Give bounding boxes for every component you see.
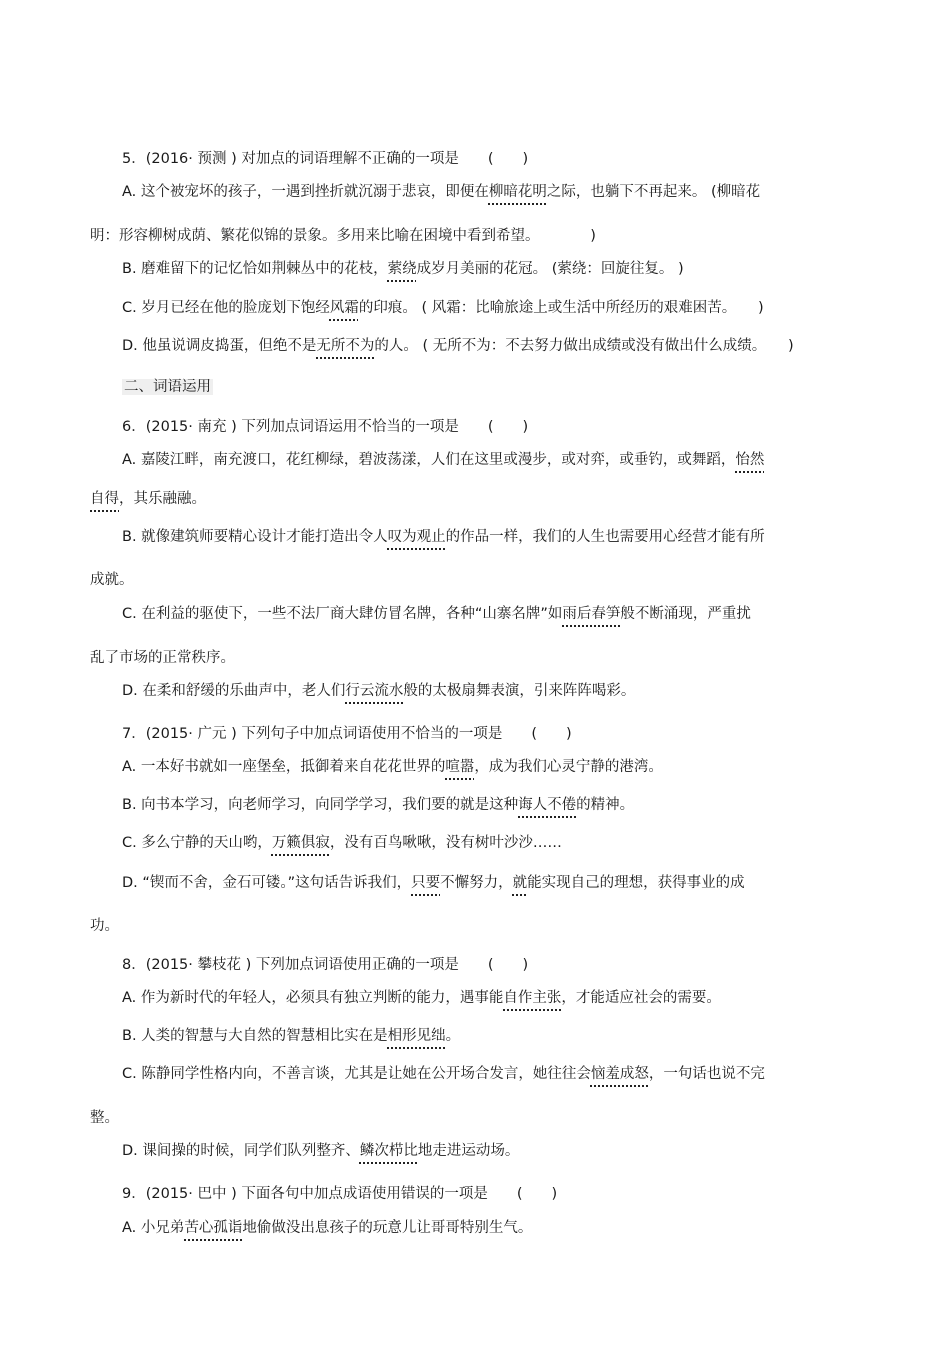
emphasized-term: 柳暗花明 (488, 184, 547, 200)
emphasized-term: 萦绕 (387, 261, 417, 277)
option-text: A. 这个被宠坏的孩子，一遇到挫折就沉溺于悲哀，即便在 (122, 184, 489, 200)
option-line (122, 527, 765, 547)
option-text: 地走进运动场。 (417, 1143, 520, 1159)
option-text: A. 作为新时代的年轻人，必须具有独立判断的能力，遇事能 (122, 990, 504, 1006)
option-line (122, 1064, 765, 1084)
option-text: C. 多么宁静的天山哟， (122, 835, 272, 851)
option-text: 不懈努力， (440, 875, 513, 891)
option-text: 的作品一样，我们的人生也需要用心经营才能有所 (445, 529, 765, 545)
option-line (122, 873, 745, 893)
option-line (122, 988, 721, 1008)
emphasized-term: 风霜 (329, 300, 359, 316)
emphasized-term: 雨后春笋 (562, 606, 621, 622)
option-text: ，才能适应社会的需要。 (561, 990, 721, 1006)
question-stem: 5．(2016· 预测 ) 对加点的词语理解不正确的一项是 ( ) (122, 151, 529, 167)
option-text: B. 向书本学习，向老师学习，向同学学习，我们要的就是这种 (122, 797, 519, 813)
option-line (122, 1026, 460, 1046)
option-line (122, 1218, 532, 1238)
option-line (122, 604, 751, 624)
option-line (122, 259, 684, 279)
emphasized-term: 只要 (411, 875, 441, 891)
option-text: ，成为我们心灵宁静的港湾。 (474, 759, 663, 775)
option-text: 的印痕。 ( 风霜：比喻旅途上或生活中所经历的艰难困苦。 ) (358, 300, 764, 316)
option-text: 般不断涌现，严重扰 (620, 606, 751, 622)
option-text: C. 在利益的驱使下，一些不法厂商大肆仿冒名牌，各种“山寨名牌”如 (122, 606, 563, 622)
option-text: D. 课间操的时候，同学们队列整齐、 (122, 1143, 360, 1159)
emphasized-term: 自得 (90, 491, 119, 507)
emphasized-term: 鳞次栉比 (359, 1143, 418, 1159)
emphasized-term: 行云流水 (345, 683, 404, 699)
emphasized-term: 就 (512, 875, 528, 891)
option-text: ，一句话也说不完 (648, 1066, 765, 1082)
option-text: 乱了市场的正常秩序。 (90, 650, 235, 666)
option-text: C. 岁月已经在他的脸庞划下饱经 (122, 300, 330, 316)
emphasized-term: 自作主张 (503, 990, 562, 1006)
option-line (122, 182, 760, 202)
option-text: 。 (445, 1028, 461, 1044)
option-text: A. 小兄弟 (122, 1220, 185, 1236)
option-text: 成就。 (90, 572, 134, 588)
option-text: ，没有百鸟啾啾，没有树叶沙沙…… (329, 835, 562, 851)
emphasized-term: 叹为观止 (387, 529, 446, 545)
emphasized-term: 恼羞成怒 (590, 1066, 649, 1082)
emphasized-term: 喧嚣 (445, 759, 475, 775)
question-stem: 9．(2015· 巴中 ) 下面各句中加点成语使用错误的一项是 ( ) (122, 1186, 558, 1202)
option-text: A. 一本好书就如一座堡垒，抵御着来自花花世界的 (122, 759, 446, 775)
option-text: 成岁月美丽的花冠。 (萦绕：回旋往复。 ) (416, 261, 684, 277)
emphasized-term: 怡然 (735, 452, 765, 468)
option-text: 能实现自己的理想，获得事业的成 (527, 875, 745, 891)
option-text: 般的太极扇舞表演，引来阵阵喝彩。 (403, 683, 636, 699)
emphasized-term: 诲人不倦 (518, 797, 577, 813)
emphasized-term: 无所不为 (316, 338, 375, 354)
option-text: A. 嘉陵江畔，南充渡口，花红柳绿，碧波荡漾，人们在这里或漫步，或对弈，或垂钓，或舞蹈， (122, 452, 736, 468)
option-line (122, 1141, 519, 1161)
option-text: 整。 (90, 1110, 119, 1126)
option-text: D. 他虽说调皮捣蛋，但绝不是 (122, 338, 317, 354)
question-stem: 7．(2015· 广元 ) 下列句子中加点词语使用不恰当的一项是 ( ) (122, 726, 572, 742)
option-line (122, 757, 663, 777)
emphasized-term: 苦心孤诣 (184, 1220, 243, 1236)
option-line (122, 450, 764, 470)
option-text: 的人。 ( 无所不为：不去努力做出成绩或没有做出什么成绩。 ) (374, 338, 794, 354)
question-stem: 8．(2015· 攀枝花 ) 下列加点词语使用正确的一项是 ( ) (122, 957, 529, 973)
option-continuation (90, 226, 596, 246)
option-continuation (90, 916, 119, 936)
option-text: 的精神。 (576, 797, 635, 813)
emphasized-term: 万籁俱寂 (271, 835, 330, 851)
emphasized-term: 相形见绌 (387, 1028, 446, 1044)
question-stem: 6．(2015· 南充 ) 下列加点词语运用不恰当的一项是 ( ) (122, 419, 529, 435)
option-text: 之际，也躺下不再起来。 (柳暗花 (546, 184, 761, 200)
option-text: C. 陈静同学性格内向，不善言谈，尤其是让她在公开场合发言，她往往会 (122, 1066, 591, 1082)
option-continuation (90, 570, 134, 590)
option-text: B. 磨难留下的记忆恰如荆棘丛中的花枝， (122, 261, 388, 277)
option-line (122, 795, 634, 815)
option-text: ，其乐融融。 (119, 491, 206, 507)
option-text: 明：形容柳树成荫、繁花似锦的景象。多用来比喻在困境中看到希望。 ) (90, 228, 596, 244)
option-text: B. 人类的智慧与大自然的智慧相比实在是 (122, 1028, 388, 1044)
option-line (122, 681, 635, 701)
option-continuation (90, 1108, 119, 1128)
option-text: B. 就像建筑师要精心设计才能打造出令人 (122, 529, 388, 545)
option-continuation (90, 648, 235, 668)
option-line (122, 298, 764, 318)
option-text: 地偷做没出息孩子的玩意儿让哥哥特别生气。 (242, 1220, 533, 1236)
section-heading (122, 377, 213, 397)
option-text: D. 在柔和舒缓的乐曲声中，老人们 (122, 683, 346, 699)
section-title: 二、词语运用 (124, 379, 211, 395)
option-line (122, 833, 562, 853)
option-text: 功。 (90, 918, 119, 934)
option-continuation (90, 489, 206, 509)
option-line (122, 336, 794, 356)
option-text: D. “锲而不舍，金石可镂。”这句话告诉我们， (122, 875, 412, 891)
